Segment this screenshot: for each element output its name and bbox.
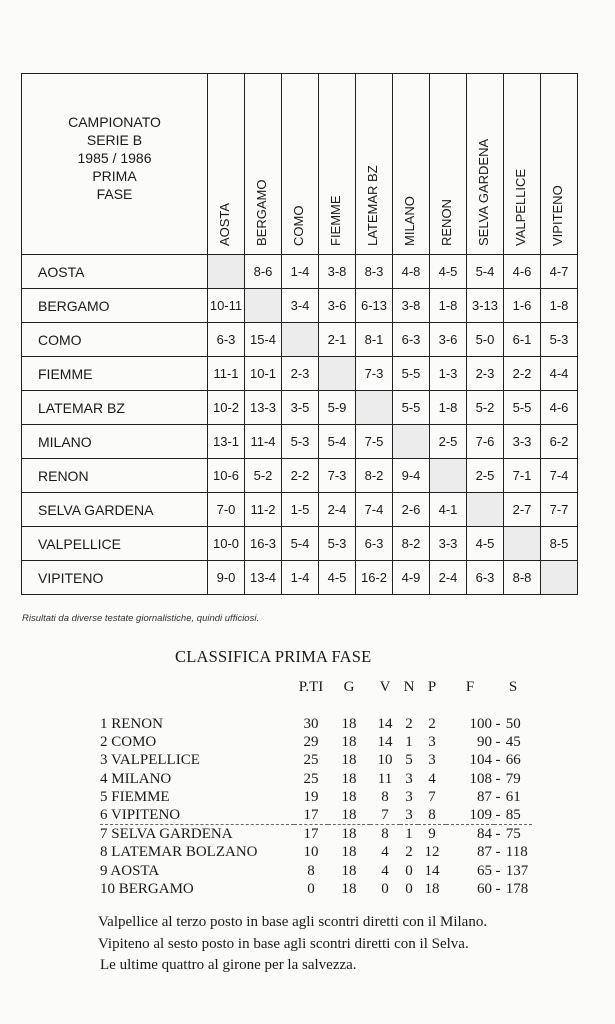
goals-for: 87 bbox=[477, 788, 492, 805]
goals-for: 90 bbox=[477, 734, 492, 751]
standings-row bbox=[100, 733, 532, 751]
matrix-title-line: 1985 / 1986 bbox=[77, 150, 152, 166]
matrix-row bbox=[22, 425, 578, 459]
column-header-label: COMO bbox=[291, 205, 306, 246]
column-header bbox=[393, 74, 430, 255]
score-separator: - bbox=[495, 716, 501, 733]
matrix-row bbox=[22, 255, 578, 289]
wins: 10 bbox=[377, 752, 393, 769]
score-separator: - bbox=[495, 862, 501, 879]
score-cell: 7-6 bbox=[467, 425, 504, 459]
goals-against: 178 bbox=[505, 880, 529, 897]
score-cell: 3-5 bbox=[282, 391, 319, 425]
score-cell: 7-0 bbox=[208, 493, 245, 527]
games: 18 bbox=[341, 716, 357, 733]
team-name: 7 SELVA GARDENA bbox=[100, 826, 233, 843]
score-separator: - bbox=[495, 880, 501, 897]
score-cell: 1-4 bbox=[282, 255, 319, 289]
score-cell: 7-5 bbox=[356, 425, 393, 459]
score-cell: 3-13 bbox=[467, 289, 504, 323]
header-goals-for: F bbox=[465, 679, 475, 695]
score-cell: 11-1 bbox=[208, 357, 245, 391]
score-separator: - bbox=[495, 807, 501, 824]
wins: 0 bbox=[381, 880, 389, 897]
score-cell: 7-3 bbox=[319, 459, 356, 493]
score-cell: 1-5 bbox=[282, 493, 319, 527]
team-name: 10 BERGAMO bbox=[100, 880, 194, 897]
score-cell: 3-8 bbox=[319, 255, 356, 289]
score-cell: 8-2 bbox=[393, 527, 430, 561]
score-cell: 6-1 bbox=[504, 323, 541, 357]
row-team-name: LATEMAR BZ bbox=[22, 391, 208, 425]
score-cell: 4-5 bbox=[430, 255, 467, 289]
row-team-name: SELVA GARDENA bbox=[22, 493, 208, 527]
losses: 14 bbox=[424, 862, 440, 879]
score-cell: 2-6 bbox=[393, 493, 430, 527]
goals-against: 118 bbox=[505, 844, 528, 861]
losses: 8 bbox=[418, 806, 446, 825]
header-team bbox=[100, 678, 294, 696]
games: 18 bbox=[341, 844, 357, 861]
row-team-name: VALPELLICE bbox=[22, 527, 208, 561]
score-cell: 1-4 bbox=[282, 561, 319, 595]
goals-for: 60 bbox=[477, 880, 492, 897]
goals-against-cell bbox=[494, 880, 532, 898]
score-cell: 2-7 bbox=[504, 493, 541, 527]
diagonal-cell bbox=[504, 527, 541, 561]
standings-title: CLASSIFICA PRIMA FASE bbox=[175, 647, 372, 666]
column-header bbox=[467, 74, 504, 255]
row-team-name: VIPITENO bbox=[22, 561, 208, 595]
standings-row bbox=[100, 825, 532, 844]
draws: 1 bbox=[405, 734, 413, 751]
row-team-name: COMO bbox=[22, 323, 208, 357]
diagonal-cell bbox=[356, 391, 393, 425]
score-cell: 4-5 bbox=[467, 527, 504, 561]
score-cell: 4-4 bbox=[541, 357, 578, 391]
score-cell: 9-4 bbox=[393, 459, 430, 493]
wins: 4 bbox=[381, 844, 389, 861]
remark-line: Vipiteno al sesto posto in base agli scontri diretti con il Selva. bbox=[98, 935, 469, 952]
points: 30 bbox=[303, 716, 319, 733]
score-cell: 3-3 bbox=[430, 527, 467, 561]
points: 17 bbox=[294, 806, 328, 825]
goals-against-cell bbox=[494, 715, 532, 733]
score-cell: 5-0 bbox=[467, 323, 504, 357]
draws: 5 bbox=[405, 752, 413, 769]
score-cell: 1-8 bbox=[541, 289, 578, 323]
score-cell: 4-8 bbox=[393, 255, 430, 289]
score-cell: 3-4 bbox=[282, 289, 319, 323]
goals-against: 79 bbox=[505, 770, 521, 787]
score-cell: 4-6 bbox=[541, 391, 578, 425]
score-cell: 5-3 bbox=[541, 323, 578, 357]
matrix-row bbox=[22, 493, 578, 527]
header-losses: P bbox=[427, 679, 437, 695]
row-team-name: BERGAMO bbox=[22, 289, 208, 323]
diagonal-cell bbox=[393, 425, 430, 459]
header-goals-against: S bbox=[508, 679, 518, 695]
score-cell: 8-5 bbox=[541, 527, 578, 561]
points: 25 bbox=[303, 752, 319, 769]
score-separator: - bbox=[495, 826, 501, 843]
games: 18 bbox=[341, 788, 357, 805]
score-cell: 2-3 bbox=[467, 357, 504, 391]
games: 18 bbox=[341, 862, 357, 879]
score-separator: - bbox=[495, 770, 501, 787]
column-header bbox=[245, 74, 282, 255]
column-header-label: MILANO bbox=[402, 196, 417, 246]
points: 19 bbox=[303, 788, 319, 805]
score-cell: 8-6 bbox=[245, 255, 282, 289]
matrix-row bbox=[22, 357, 578, 391]
score-cell: 5-9 bbox=[319, 391, 356, 425]
score-cell: 1-8 bbox=[430, 391, 467, 425]
score-cell: 10-11 bbox=[208, 289, 245, 323]
draws: 3 bbox=[400, 806, 418, 825]
spacer-row bbox=[100, 696, 532, 715]
score-cell: 6-3 bbox=[208, 323, 245, 357]
goals-against-cell bbox=[494, 825, 532, 844]
score-cell: 7-7 bbox=[541, 493, 578, 527]
score-cell: 13-3 bbox=[245, 391, 282, 425]
matrix-header-row bbox=[22, 74, 578, 255]
diagonal-cell bbox=[245, 289, 282, 323]
diagonal-cell bbox=[319, 357, 356, 391]
score-cell: 8-1 bbox=[356, 323, 393, 357]
header-wins: V bbox=[379, 679, 391, 695]
losses: 3 bbox=[428, 752, 436, 769]
score-cell: 4-7 bbox=[541, 255, 578, 289]
matrix-row bbox=[22, 527, 578, 561]
goals-against-cell bbox=[494, 806, 532, 825]
goals-for: 109 bbox=[446, 806, 494, 825]
games: 18 bbox=[341, 734, 357, 751]
standings-row bbox=[100, 843, 532, 861]
standings-row bbox=[100, 715, 532, 733]
games: 18 bbox=[341, 752, 357, 769]
matrix-title-line: PRIMA bbox=[92, 168, 137, 184]
score-cell: 5-2 bbox=[245, 459, 282, 493]
score-cell: 10-1 bbox=[245, 357, 282, 391]
column-header bbox=[504, 74, 541, 255]
wins: 14 bbox=[377, 734, 393, 751]
losses: 18 bbox=[424, 880, 440, 897]
matrix-row bbox=[22, 289, 578, 323]
points: 17 bbox=[303, 826, 319, 843]
score-cell: 5-3 bbox=[319, 527, 356, 561]
wins: 4 bbox=[381, 862, 389, 879]
score-cell: 7-4 bbox=[356, 493, 393, 527]
score-cell: 11-2 bbox=[245, 493, 282, 527]
score-cell: 5-4 bbox=[467, 255, 504, 289]
team-name: 3 VALPELLICE bbox=[100, 752, 200, 769]
goals-for: 84 bbox=[477, 826, 492, 843]
draws: 0 bbox=[405, 862, 413, 879]
score-cell: 2-4 bbox=[319, 493, 356, 527]
score-cell: 1-6 bbox=[504, 289, 541, 323]
column-header-label: SELVA GARDENA bbox=[476, 138, 491, 246]
losses: 9 bbox=[428, 826, 436, 843]
column-header bbox=[356, 74, 393, 255]
games: 18 bbox=[341, 770, 357, 787]
score-cell: 10-2 bbox=[208, 391, 245, 425]
matrix-row bbox=[22, 323, 578, 357]
goals-for: 100 bbox=[469, 716, 492, 733]
score-cell: 1-3 bbox=[430, 357, 467, 391]
score-cell: 5-3 bbox=[282, 425, 319, 459]
draws: 3 bbox=[405, 770, 413, 787]
standings-row bbox=[100, 770, 532, 788]
score-cell: 5-5 bbox=[393, 357, 430, 391]
wins: 11 bbox=[377, 770, 393, 787]
points: 29 bbox=[303, 734, 319, 751]
standings-row bbox=[100, 880, 532, 898]
losses: 4 bbox=[428, 770, 436, 787]
points: 10 bbox=[303, 844, 319, 861]
score-cell: 10-6 bbox=[208, 459, 245, 493]
column-header bbox=[430, 74, 467, 255]
score-separator: - bbox=[495, 752, 501, 769]
source-note: Risultati da diverse testate giornalistiche, quindi ufficiosi. bbox=[22, 613, 260, 624]
remarks bbox=[98, 912, 487, 977]
header-games: G bbox=[343, 679, 355, 695]
draws: 2 bbox=[405, 844, 413, 861]
points: 0 bbox=[307, 880, 315, 897]
score-cell: 2-5 bbox=[467, 459, 504, 493]
games: 18 bbox=[328, 806, 370, 825]
results-matrix bbox=[21, 73, 578, 595]
standings-table bbox=[100, 678, 532, 898]
diagonal-cell bbox=[541, 561, 578, 595]
draws: 0 bbox=[405, 880, 413, 897]
points: 8 bbox=[307, 862, 315, 879]
header-draws: N bbox=[403, 679, 415, 695]
goals-against-cell bbox=[494, 733, 532, 751]
games: 18 bbox=[341, 880, 357, 897]
diagonal-cell bbox=[430, 459, 467, 493]
goals-against-cell bbox=[494, 770, 532, 788]
score-cell: 9-0 bbox=[208, 561, 245, 595]
wins: 7 bbox=[370, 806, 400, 825]
matrix-title bbox=[22, 74, 208, 255]
score-cell: 16-3 bbox=[245, 527, 282, 561]
score-cell: 4-5 bbox=[319, 561, 356, 595]
score-cell: 4-1 bbox=[430, 493, 467, 527]
row-team-name: RENON bbox=[22, 459, 208, 493]
column-header bbox=[541, 74, 578, 255]
team-name: 1 RENON bbox=[100, 716, 163, 733]
games: 18 bbox=[341, 826, 357, 843]
score-separator: - bbox=[495, 788, 501, 805]
draws: 2 bbox=[405, 716, 413, 733]
score-separator: - bbox=[495, 734, 501, 751]
score-cell: 4-9 bbox=[393, 561, 430, 595]
goals-for: 87 bbox=[477, 844, 492, 861]
score-cell: 13-4 bbox=[245, 561, 282, 595]
team-name: 9 AOSTA bbox=[100, 862, 160, 879]
team-name: 4 MILANO bbox=[100, 770, 172, 787]
column-header-label: LATEMAR BZ bbox=[365, 165, 380, 246]
team-name: 8 LATEMAR BOLZANO bbox=[100, 844, 258, 861]
matrix-title-line: SERIE B bbox=[86, 132, 143, 148]
score-cell: 6-2 bbox=[541, 425, 578, 459]
header-points: P.TI bbox=[298, 679, 324, 695]
score-cell: 5-2 bbox=[467, 391, 504, 425]
goals-for: 104 bbox=[469, 752, 492, 769]
column-header-label: VALPELLICE bbox=[513, 168, 528, 246]
column-header bbox=[282, 74, 319, 255]
score-cell: 8-8 bbox=[504, 561, 541, 595]
goals-against-cell bbox=[494, 788, 532, 806]
score-cell: 6-3 bbox=[356, 527, 393, 561]
score-cell: 2-2 bbox=[504, 357, 541, 391]
score-cell: 7-3 bbox=[356, 357, 393, 391]
team-name: 5 FIEMME bbox=[100, 788, 170, 805]
score-cell: 3-3 bbox=[504, 425, 541, 459]
score-cell: 2-4 bbox=[430, 561, 467, 595]
score-cell: 3-6 bbox=[430, 323, 467, 357]
score-cell: 15-4 bbox=[245, 323, 282, 357]
score-cell: 6-3 bbox=[467, 561, 504, 595]
column-header bbox=[208, 74, 245, 255]
standings-row bbox=[100, 751, 532, 769]
remark-line: Le ultime quattro al girone per la salvezza. bbox=[100, 957, 357, 973]
score-cell: 3-6 bbox=[319, 289, 356, 323]
goals-against-cell bbox=[494, 843, 532, 861]
goals-against: 137 bbox=[505, 862, 529, 879]
goals-against-cell bbox=[494, 751, 532, 769]
losses: 3 bbox=[428, 734, 436, 751]
column-header-label: VIPITENO bbox=[550, 185, 565, 246]
goals-against: 75 bbox=[505, 826, 521, 843]
score-cell: 2-3 bbox=[282, 357, 319, 391]
draws: 1 bbox=[405, 826, 413, 843]
goals-against-cell bbox=[494, 862, 532, 880]
goals-against: 61 bbox=[505, 788, 521, 805]
score-cell: 4-6 bbox=[504, 255, 541, 289]
goals-against: 85 bbox=[505, 807, 521, 824]
standings-row bbox=[100, 806, 532, 825]
standings-row bbox=[100, 862, 532, 880]
score-cell: 13-1 bbox=[208, 425, 245, 459]
wins: 8 bbox=[381, 788, 389, 805]
score-cell: 5-4 bbox=[319, 425, 356, 459]
goals-for: 65 bbox=[477, 862, 492, 879]
diagonal-cell bbox=[467, 493, 504, 527]
score-cell: 2-1 bbox=[319, 323, 356, 357]
matrix-title-line: CAMPIONATO bbox=[68, 114, 161, 130]
column-header-label: FIEMME bbox=[328, 195, 343, 246]
wins: 8 bbox=[381, 826, 389, 843]
wins: 14 bbox=[377, 716, 393, 733]
remark-line: Valpellice al terzo posto in base agli scontri diretti con il Milano. bbox=[98, 914, 488, 930]
column-header-label: BERGAMO bbox=[254, 179, 269, 246]
column-header-label: AOSTA bbox=[217, 202, 232, 246]
score-cell: 11-4 bbox=[245, 425, 282, 459]
goals-against: 66 bbox=[505, 752, 521, 769]
goals-against: 50 bbox=[505, 716, 521, 733]
team-name: 2 COMO bbox=[100, 734, 157, 751]
score-cell: 5-5 bbox=[393, 391, 430, 425]
points: 25 bbox=[303, 770, 319, 787]
column-header-label: RENON bbox=[439, 199, 454, 246]
goals-against: 45 bbox=[505, 734, 521, 751]
team-name: 6 VIPITENO bbox=[100, 806, 294, 825]
row-team-name: FIEMME bbox=[22, 357, 208, 391]
score-cell: 7-1 bbox=[504, 459, 541, 493]
losses: 12 bbox=[424, 844, 440, 861]
losses: 7 bbox=[428, 788, 436, 805]
score-cell: 2-5 bbox=[430, 425, 467, 459]
score-cell: 2-2 bbox=[282, 459, 319, 493]
score-cell: 6-13 bbox=[356, 289, 393, 323]
score-cell: 6-3 bbox=[393, 323, 430, 357]
losses: 2 bbox=[428, 716, 436, 733]
score-cell: 5-4 bbox=[282, 527, 319, 561]
score-cell: 7-4 bbox=[541, 459, 578, 493]
standings-header-row bbox=[100, 678, 532, 696]
score-cell: 10-0 bbox=[208, 527, 245, 561]
matrix-row bbox=[22, 561, 578, 595]
score-cell: 16-2 bbox=[356, 561, 393, 595]
score-cell: 8-3 bbox=[356, 255, 393, 289]
score-separator: - bbox=[495, 844, 501, 861]
standings-row bbox=[100, 788, 532, 806]
matrix-title-line: FASE bbox=[96, 186, 133, 202]
score-cell: 8-2 bbox=[356, 459, 393, 493]
draws: 3 bbox=[405, 788, 413, 805]
matrix-row bbox=[22, 391, 578, 425]
row-team-name: AOSTA bbox=[22, 255, 208, 289]
row-team-name: MILANO bbox=[22, 425, 208, 459]
diagonal-cell bbox=[208, 255, 245, 289]
score-cell: 5-5 bbox=[504, 391, 541, 425]
diagonal-cell bbox=[282, 323, 319, 357]
goals-for: 108 bbox=[469, 770, 492, 787]
score-cell: 3-8 bbox=[393, 289, 430, 323]
column-header bbox=[319, 74, 356, 255]
matrix-row bbox=[22, 459, 578, 493]
score-cell: 1-8 bbox=[430, 289, 467, 323]
